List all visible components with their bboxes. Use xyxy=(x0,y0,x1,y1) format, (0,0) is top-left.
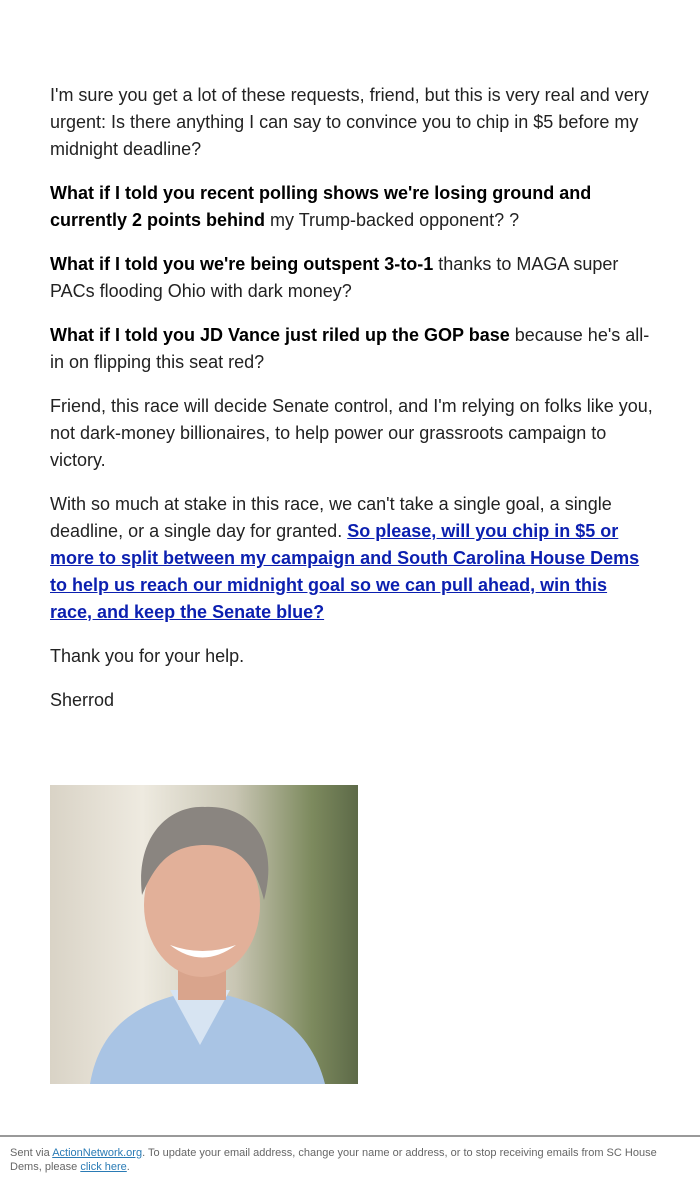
paragraph-outspent xyxy=(50,251,654,305)
footer-text: . To update your email address, change your name or address, or to stop receiving emails from SC House Dems, please xyxy=(10,1147,657,1173)
paragraph-polling xyxy=(50,180,654,234)
text: thanks to MAGA super PACs flooding Ohio with dark money? xyxy=(50,254,619,301)
text: my Trump-backed opponent? ? xyxy=(265,210,520,230)
text: because he's all-in on flipping this seat red? xyxy=(50,325,650,372)
bold-text: What if I told you recent polling shows we're losing ground and currently 2 points behind xyxy=(50,183,592,230)
unsubscribe-link[interactable]: click here xyxy=(80,1161,127,1173)
paragraph-thanks: Thank you for your help. xyxy=(50,646,245,666)
sender-photo xyxy=(50,785,358,1084)
footer-text: Sent via xyxy=(10,1147,53,1159)
footer xyxy=(10,1146,680,1174)
paragraph-intro: I'm sure you get a lot of these requests, friend, but this is very real and very urgent: Is there anything I can say to convince you to chip in $5 before my midnight deadline? xyxy=(50,85,649,159)
donate-link[interactable]: So please, will you chip in $5 or more to split between my campaign and South Carolina House Dems to help us reach our midnight goal so we can pull ahead, win this race, and keep the Senate blue? xyxy=(50,521,640,622)
email-body xyxy=(50,82,654,731)
bold-text: What if I told you JD Vance just riled up the GOP base xyxy=(50,325,510,345)
paragraph-ask xyxy=(50,491,654,626)
bold-text: What if I told you we're being outspent 3-to-1 xyxy=(50,254,434,274)
paragraph-senate: Friend, this race will decide Senate control, and I'm relying on folks like you, not dark-money billionaires, to help power our grassroots campaign to victory. xyxy=(50,396,653,470)
text: With so much at stake in this race, we can't take a single goal, a single deadline, or a single day for granted. xyxy=(50,494,612,541)
footer-text: . xyxy=(126,1161,130,1173)
signature: Sherrod xyxy=(50,690,115,710)
paragraph-vance xyxy=(50,322,654,376)
footer-divider xyxy=(0,1135,700,1137)
actionnetwork-link[interactable]: ActionNetwork.org xyxy=(52,1147,143,1159)
